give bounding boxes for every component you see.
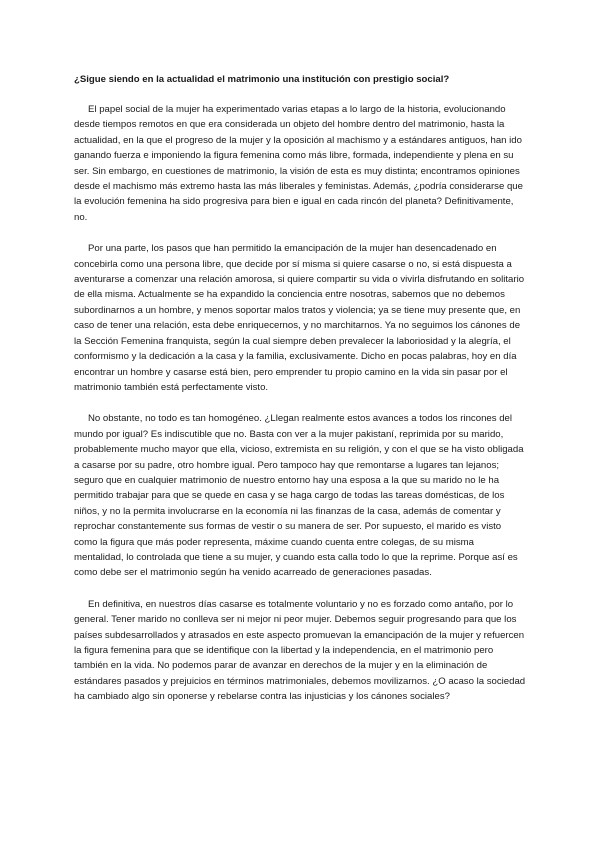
paragraph-1: El papel social de la mujer ha experimentado varias etapas a lo largo de la historia, evolucionando desde tiempos remotos en que era considerada un objeto del hombre dentro del matrimonio, hasta la actualidad, en la que el progreso de la mujer y la oposición al machismo y a estándares antiguos, han ido ganando fuerza e imponiendo la figura femenina como más libre, formada, independiente y plena en su ser. Sin embargo, en cuestiones de matrimonio, la visión de esta es muy distinta; encontramos opiniones desde el machismo más extremo hasta las más liberales y feministas. Además, ¿podría considerarse que la evolución femenina ha sido progresiva para bien e igual en cada rincón del planeta? Definitivamente, no. [74,104,523,223]
paragraph-2: Por una parte, los pasos que han permitido la emancipación de la mujer han desencadenado en concebirla como una persona libre, que decide por sí misma si quiere casarse o no, si está dispuesta a aventurarse a comenzar una relación amorosa, si quiere compartir su vida o vivirla disfrutando en solitario de ella misma. Actualmente se ha expandido la conciencia entre nosotras, sabemos que no debemos subordinarnos a un hombre, y menos soportar malos tratos y violencia; ya se tiene muy presente que, en caso de tener una relación, esta debe enriquecernos, y no marchitarnos. Ya no seguimos los cánones de la Sección Femenina franquista, según la cual siempre deben prevalecer la laboriosidad y la alegría, el conformismo y la dedicación a la casa y la familia, exclusivamente. Dicho en pocas palabras, hoy en día encontrar un hombre y casarse está bien, pero emprender tu propio camino en la vida sin pasar por el matrimonio también está perfectamente visto. [74,243,525,393]
paragraph-4: En definitiva, en nuestros días casarse es totalmente voluntario y no es forzado como antaño, por lo general. Tener marido no conlleva ser ni mejor ni peor mujer. Debemos seguir progresando para que los países subdesarrollados y atrasados en este aspecto promuevan la emancipación de la mujer y refuercen la figura femenina para que se identifique con la libertad y la independencia, en el matrimonio pero también en la vida. No podemos parar de avanzar en derechos de la mujer y en la eliminación de estándares pasados y prejuicios en términos matrimoniales, debemos movilizarnos. ¿O acaso la sociedad ha cambiado algo sin oponerse y rebelarse contra las injusticias y los cánones sociales? [74,598,526,703]
document-title: ¿Sigue siendo en la actualidad el matrimonio una institución con prestigio social? [74,74,450,85]
paragraph-3: No obstante, no todo es tan homogéneo. ¿Llegan realmente estos avances a todos los rincones del mundo por igual? Es indiscutible que no. Basta con ver a la mujer pakistaní, reprimida por su marido, probablemente mucho mayor que ella, vicioso, extremista en su religión, y con el que se ha visto obligada a casarse por su padre, otro hombre igual. Pero tampoco hay que remontarse a lugares tan lejanos; seguro que en cualquier matrimonio de nuestro entorno hay una esposa a la que su marido no le ha permitido trabajar para que se quede en casa y se haga cargo de todas las tareas domésticas, de los niños, y no la permita involucrarse en la economía ni las finanzas de la casa, además de comentar y reprochar constantemente sus formas de vestir o su manera de ser. Por supuesto, el marido es visto como la figura que más poder representa, máxime cuando cuenta entre colegas, de su misma mentalidad, lo controlada que tiene a su mujer, y cuando esta calla todo lo que la reprime. Porque así es como debe ser el matrimonio según ha venido acarreado de generaciones pasadas. [74,413,524,579]
